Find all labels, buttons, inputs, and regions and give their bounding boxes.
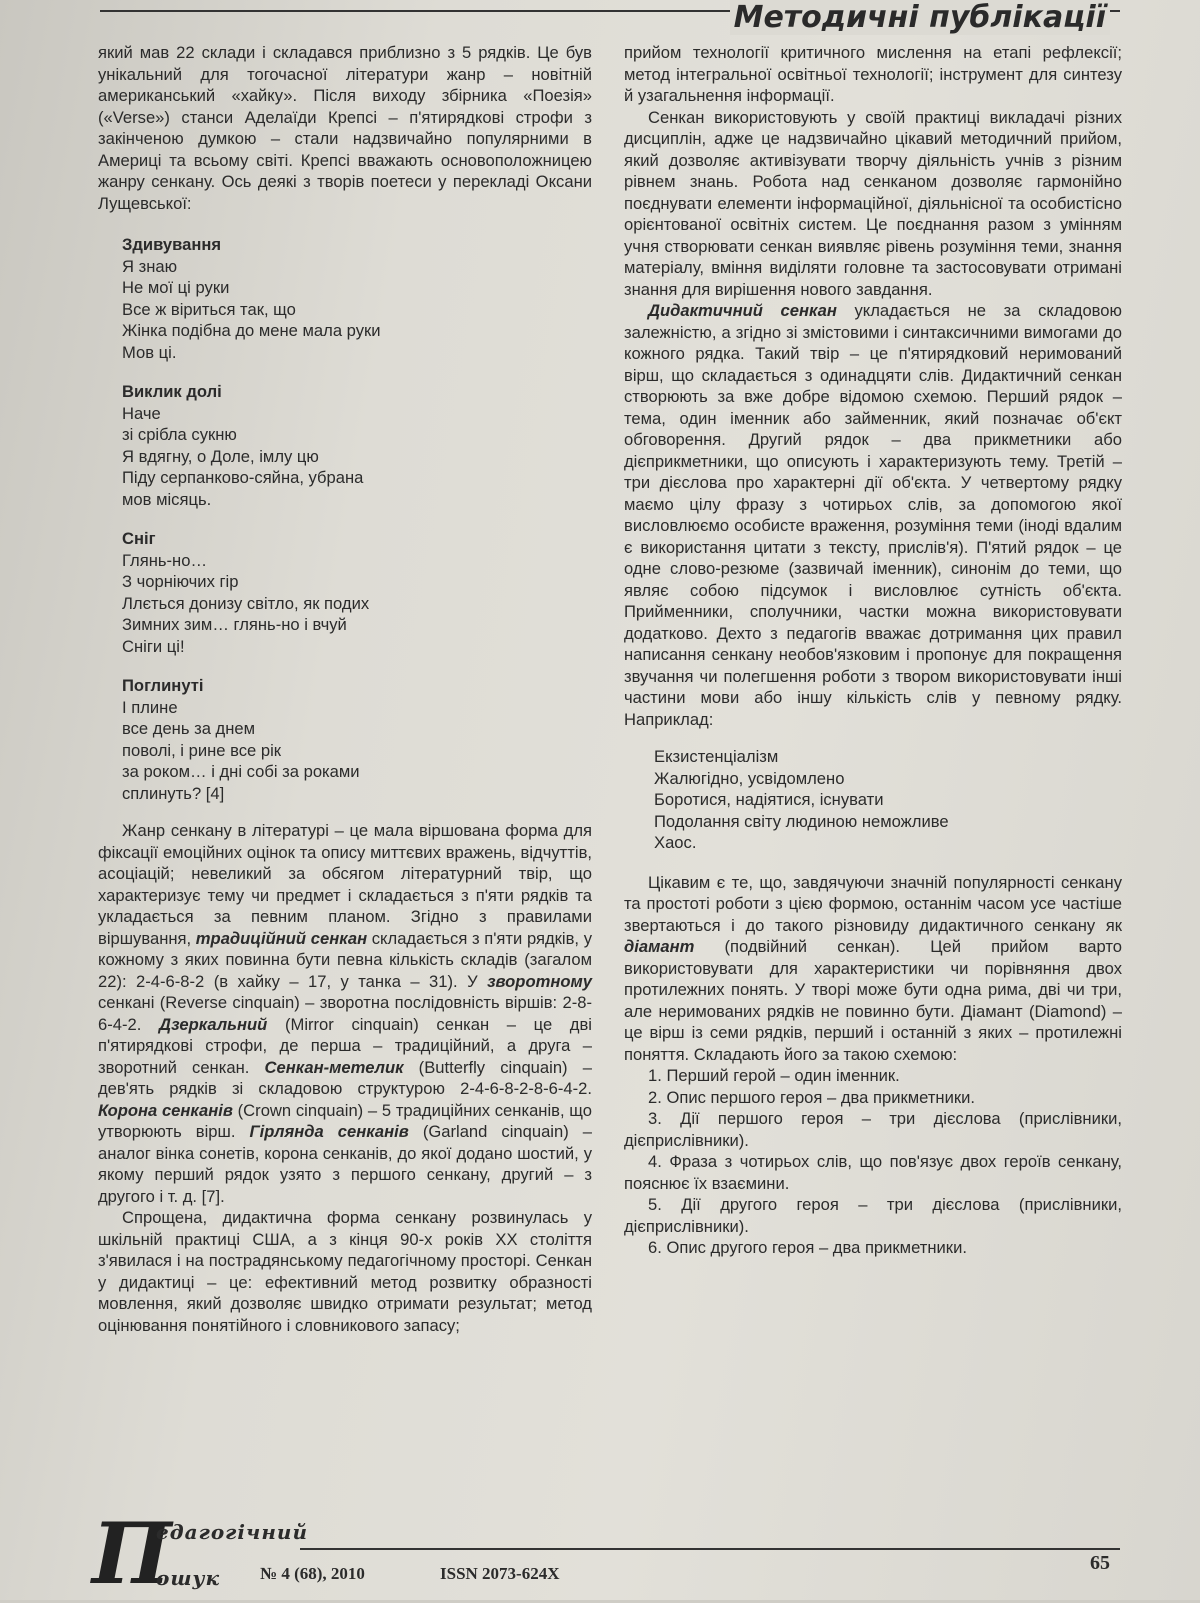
poem-line: все день за днем: [122, 719, 256, 738]
section-title: Методичні публікації: [730, 0, 1110, 35]
example-line: Хаос.: [654, 833, 697, 852]
poem-line: Жінка подібна до мене мала руки: [122, 321, 381, 340]
poem-line: З чорніючих гір: [122, 572, 239, 591]
poem-line: Зимних зим… глянь-но і вчуй: [122, 615, 347, 634]
text-run: укладається не за складовою залежністю, а згідно зі змістовими і синтаксичними вимогами до кожного рядка. Такий твір – це п'ятирядковий неримований вірш, що складається з одинадцяти слів. Дидактичний сенкан створюють за вже добре відомою схемою. Перший рядок – тема, один іменник або займенник, який позначає об'єкт обговорення. Другий рядок – два прикметники або дієприкметники, що описують і характеризують тему. Третій – три дієслова про характерні дії об'єкта. У четвертому рядку маємо цілу фразу з чотирьох слів, за допомогою якої висловлюємо особисте враження, розуміння теми (іноді вдалим є використання цитати з тексту, прислів'я). П'ятий рядок – це одне слово-резюме (зазвичай іменник), синонім до теми, що являє собою підсумок і висловлює сутність об'єкта. Прийменники, сполучники, частки можна використовувати додатково. Дехто з педагогів вважає дотримання цих правил написання сенкану необов'язковим і пропонує для покращення звучання чи полегшення роботи з твором використовувати інші частини мови або іншу кількість слів у певному рядку. Наприклад:: [624, 301, 1122, 729]
poem-line: І плине: [122, 697, 178, 717]
right-continuation-paragraph: прийом технології критичного мислення на етапі рефлексії; метод інтегральної освітньої технології; інструмент для синтезу й узагальнення інформації.: [624, 43, 1122, 105]
list-item: 6. Опис другого героя – два прикметники.: [648, 1238, 967, 1257]
list-item: 1. Перший герой – один іменник.: [648, 1066, 900, 1085]
text-run: складається з п'яти рядків, у кожному з яких повинна бути певна кількість складів (загалом 22): 2-4-6-8-2 (в хайку – 17, у танка – 31). У: [98, 928, 593, 991]
term-didactic: Дидактичний сенкан: [648, 301, 837, 320]
poem-line: Все ж віриться так, що: [122, 299, 296, 319]
left-column: [98, 42, 592, 1336]
usage-paragraph: Сенкан використовують у своїй практиці викладачі різних дисциплін, адже це надзвичайно цікавий методичний прийом, який дозволяє активізувати творчу діяльність учнів з різним рівнем знань. Робота над сенканом дозволяє гармонійно поєднувати елементи інформаційної, діяльнісної та особистісно орієнтованої освітніх систем. Це поєднання разом з умінням учня створювати сенкан виявляє рівень розуміння теми, знання матеріалу, вміння виділяти головне та застосовувати отримані знання для вирішення нового завдання.: [624, 107, 1122, 299]
genre-paragraph: [98, 820, 592, 1207]
poem-line: мов місяць.: [122, 489, 212, 509]
poem-line: Глянь-но…: [122, 550, 208, 570]
poem-title: Здивування: [122, 235, 222, 254]
poem-title: Сніг: [122, 529, 156, 548]
term-garland: Гірлянда сенканів: [249, 1122, 409, 1141]
diamond-scheme-list: [624, 1065, 1122, 1259]
text-run: Жанр сенкану в літературі – це мала віршована форма для фіксації емоційних оцінок та опису миттєвих вражень, відчуттів, асоціацій; невеликий за обсягом літературний твір, що характеризує тему чи предмет і складається з п'яти рядків та укладається за певним планом. Згідно з правилами віршування,: [98, 821, 592, 948]
poem-line: Наче: [122, 403, 161, 423]
example-line: Екзистенціалізм: [654, 747, 779, 766]
text-run: (Butterfly cinquain) – дев'ять рядків зі складовою структурою 2-4-6-8-2-8-6-4-2.: [98, 1057, 592, 1098]
example-line: Жалюгідно, усвідомлено: [654, 768, 845, 788]
poem-line: Ллється донизу світло, як подих: [122, 593, 370, 613]
example-line: Подолання світу людиною неможливе: [654, 811, 949, 831]
poem-line: поволі, і рине все рік: [122, 740, 282, 760]
poem-line: Я вдягну, о Доле, імлу цю: [122, 446, 319, 466]
term-crown: Корона сенканів: [98, 1100, 233, 1120]
poem-line: Не мої ці руки: [122, 278, 230, 297]
list-item: 4. Фраза з чотирьох слів, що пов'язує двох героїв сенкану, пояснює їх взаємини.: [624, 1152, 1122, 1193]
poem-line: Мов ці.: [122, 342, 177, 362]
text-run: (Garland cinquain) – аналог вінка сонетів, корона сенканів, до якої додано шостий, у якому перший рядок узято з першого сенкану, другий – з другого і т. д. [7].: [98, 1122, 592, 1206]
list-item: 5. Дії другого героя – три дієслова (прислівники, дієприслівники).: [624, 1195, 1122, 1236]
list-item: 2. Опис першого героя – два прикметники.: [648, 1087, 975, 1107]
didactic-paragraph: [624, 300, 1122, 730]
list-item: 3. Дії першого героя – три дієслова (прислівники, дієприслівники).: [624, 1109, 1122, 1150]
term-reverse: зворотному: [487, 971, 592, 991]
example-line: Боротися, надіятися, існувати: [654, 790, 884, 809]
diamond-paragraph: [624, 872, 1122, 1066]
poem-title: Поглинуті: [122, 676, 204, 695]
poem-line: Сніги ці!: [122, 636, 185, 656]
page-number: 65: [1090, 1552, 1110, 1574]
poem-title: Виклик долі: [122, 382, 222, 401]
text-run: Цікавим є те, що, завдячуючи значній популярності сенкану та простоті роботи з цією формою, останнім часом усе частіше звертаються і до такого різновиду дидактичного сенкану як: [624, 872, 1122, 935]
logo-letter: П: [92, 1504, 172, 1603]
left-intro-paragraph: який мав 22 склади і складався приблизно з 5 рядків. Це був унікальний для тогочасної літератури жанр – новітній американський «хайку». Після виходу збірника «Поезія» («Verse») станси Аделаїди Крепсі – п'ятирядкові строфи з закінченою думкою – стали надзвичайно популярними в Америці та всьому світі. Крепсі вважають основоположницею жанру сенкану. Ось деякі з творів поетеси у перекладі Оксани Лущевської:: [98, 43, 592, 213]
poem-line: зі срібла сукню: [122, 425, 237, 444]
right-column: [624, 42, 1122, 1259]
poems-block: [122, 234, 592, 804]
poem-line: за роком… і дні собі за роками: [122, 762, 360, 781]
term-traditional: традиційний сенкан: [195, 928, 368, 948]
poem-line: Я знаю: [122, 256, 178, 276]
term-butterfly: Сенкан-метелик: [264, 1057, 404, 1077]
footer-rule: [300, 1548, 1120, 1550]
issue-label: № 4 (68), 2010: [260, 1564, 365, 1583]
logo-word-1: едагогічний: [156, 1520, 308, 1544]
logo-word-2: ошук: [156, 1566, 220, 1590]
poem-line: сплинуть? [4]: [122, 783, 225, 803]
didactic-intro-paragraph: Спрощена, дидактична форма сенкану розвинулась у шкільній практиці США, а з кінця 90-х років XX століття з'явилася і на пострадянському педагогічному просторі. Сенкан у дидактиці – це: ефективний метод розвитку образності мовлення, який дозволяє швидко отримати результат; метод оцінювання понятійного і словникового запасу;: [98, 1208, 592, 1335]
term-mirror: Дзеркальний: [159, 1014, 268, 1034]
text-run: (Mirror cinquain) сенкан – це дві п'ятирядкові строфи, де перша – традиційний, а друга – зворотний сенкан.: [98, 1014, 592, 1077]
issn-label: ISSN 2073-624X: [440, 1564, 560, 1583]
text-run: сенкані (Reverse cinquain) – зворотна послідовність віршів: 2-8-6-4-2.: [98, 993, 592, 1034]
example-senkan: [654, 746, 1122, 854]
term-diamond: діамант: [624, 937, 695, 956]
text-run: (подвійний сенкан). Цей прийом варто використовувати для характеристики чи порівняння двох протилежних понять. У творі може бути одна рима, дві чи три, але неримованих рядків не повинно бути. Діамант (Diamond) – це вірш із семи рядків, перший і останній з яких – протилежні поняття. Складають його за такою схемою:: [624, 937, 1122, 1064]
poem-line: Піду серпанково-сяйна, убрана: [122, 468, 364, 487]
text-run: (Crown cinquain) – 5 традиційних сенканів, що утворюють вірш.: [98, 1100, 592, 1141]
